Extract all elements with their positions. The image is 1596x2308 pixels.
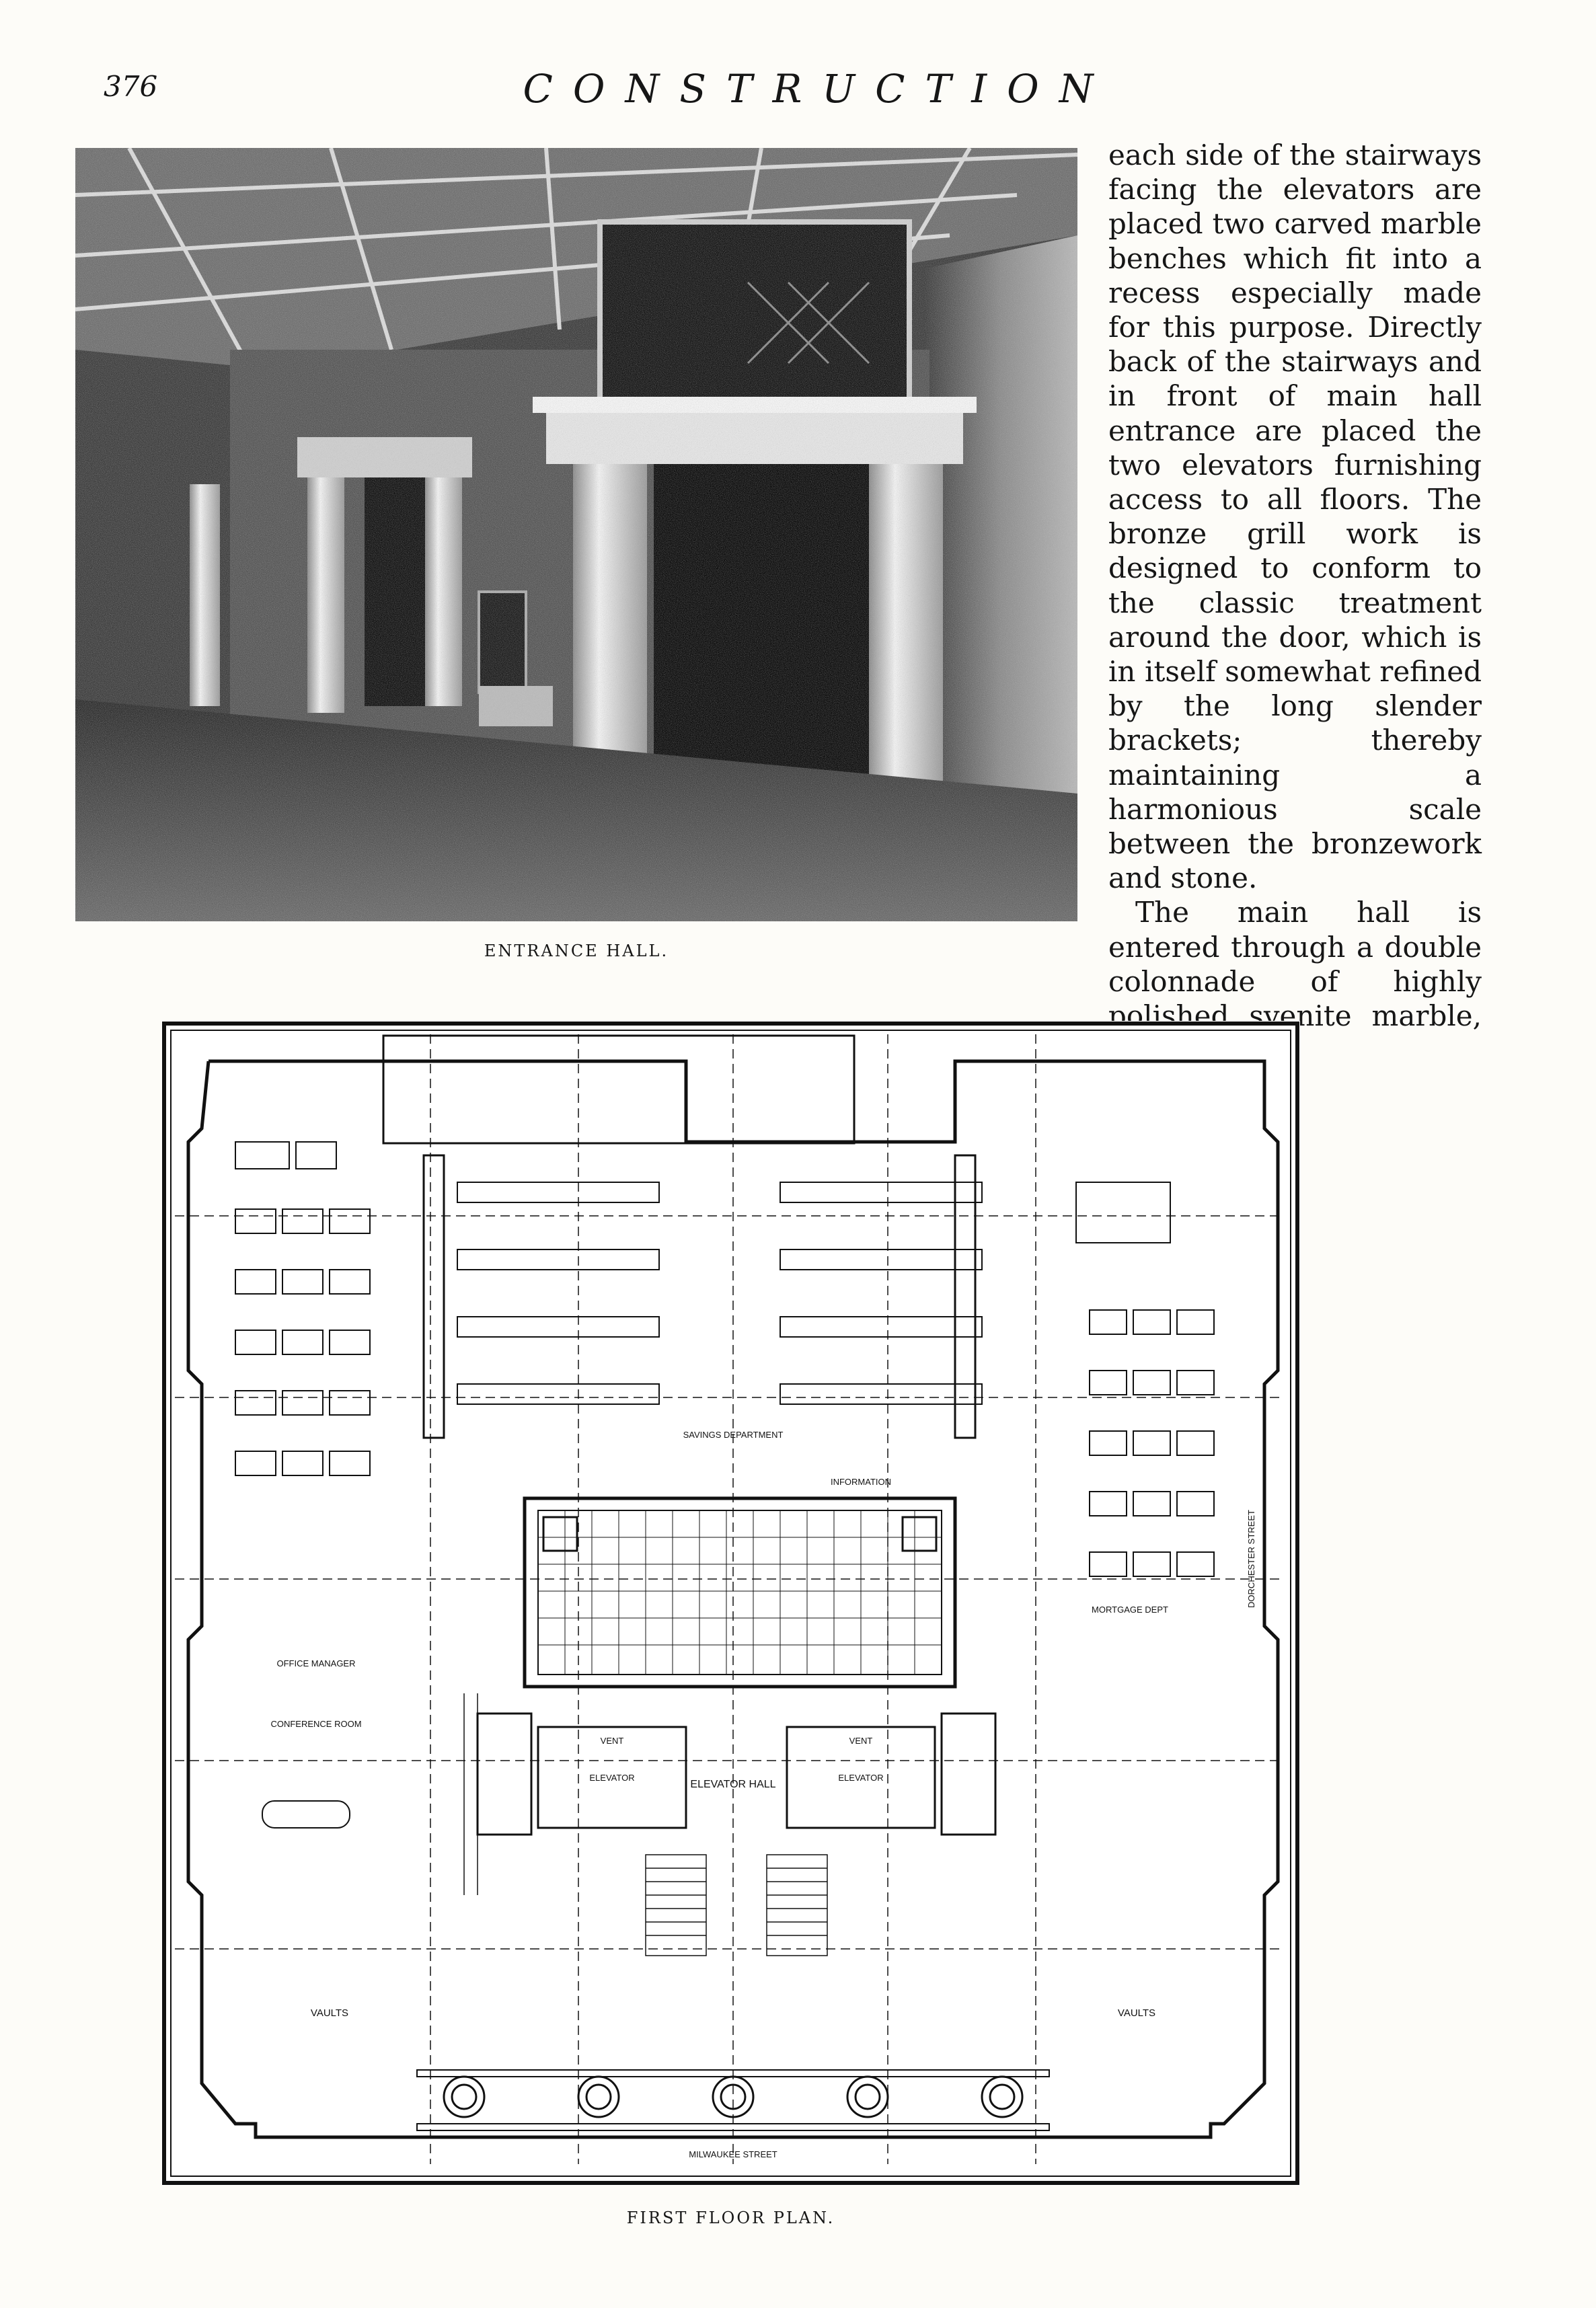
paragraph-2: The main hall is entered through a double colonnade of highly polished syenite marble, the gener-	[1108, 896, 1482, 1067]
running-head: CONSTRUCTION	[523, 66, 1114, 112]
entrance-hall-photo	[75, 148, 1077, 921]
plan-label-savings: SAVINGS DEPARTMENT	[683, 1430, 784, 1440]
counter-right	[955, 1155, 975, 1438]
paragraph-1: each side of the stairways facing the elevators are placed two carved marble benches which fit into a recess especially made for this purpose. Directly back of the stairways and in front of main hall entrance are placed the two elevators furnishing access to all floors. The bronze grill work is designed to conform to the classic treatment around the door, which is in itself somewhat refined by the long slender brackets; thereby maintaining a harmonious scale between the bronzework and stone.	[1108, 139, 1482, 895]
first-floor-plan	[161, 1021, 1300, 2186]
main-hall-skylight	[525, 1498, 955, 1687]
plan-label-elevator-right: ELEVATOR	[838, 1773, 884, 1783]
plan-label-elevator-hall: ELEVATOR HALL	[690, 1779, 776, 1790]
page-number: 376	[104, 70, 158, 103]
plan-label-vent-left: VENT	[600, 1736, 624, 1746]
plan-label-street-right: DORCHESTER STREET	[1246, 1510, 1256, 1608]
conference-table	[262, 1801, 350, 1828]
plan-label-vaults-right: VAULTS	[1117, 2007, 1156, 2019]
top-vault	[383, 1036, 854, 1143]
plan-label-street-bottom: MILWAUKEE STREET	[689, 2149, 777, 2159]
column-grid	[175, 1034, 1285, 2164]
plan-label-mortgage: MORTGAGE DEPT	[1092, 1605, 1168, 1615]
body-text-column	[1108, 138, 1482, 1067]
photo-caption: ENTRANCE HALL.	[484, 941, 669, 960]
plan-caption: FIRST FLOOR PLAN.	[626, 2208, 835, 2227]
desks-left	[235, 1142, 370, 1475]
plan-label-elevator-left: ELEVATOR	[589, 1773, 635, 1783]
front-columns	[444, 2077, 1022, 2117]
plan-label-office-manager: OFFICE MANAGER	[276, 1658, 356, 1668]
plan-label-vaults-left: VAULTS	[310, 2007, 349, 2019]
plan-label-information: INFORMATION	[830, 1477, 892, 1487]
stairs	[464, 1693, 827, 1956]
plan-label-vent-right: VENT	[849, 1736, 873, 1746]
counter-left	[424, 1155, 444, 1438]
desks-right	[1076, 1182, 1214, 1576]
plan-label-conference: CONFERENCE ROOM	[270, 1719, 362, 1729]
skylight-grid	[538, 1510, 942, 1675]
